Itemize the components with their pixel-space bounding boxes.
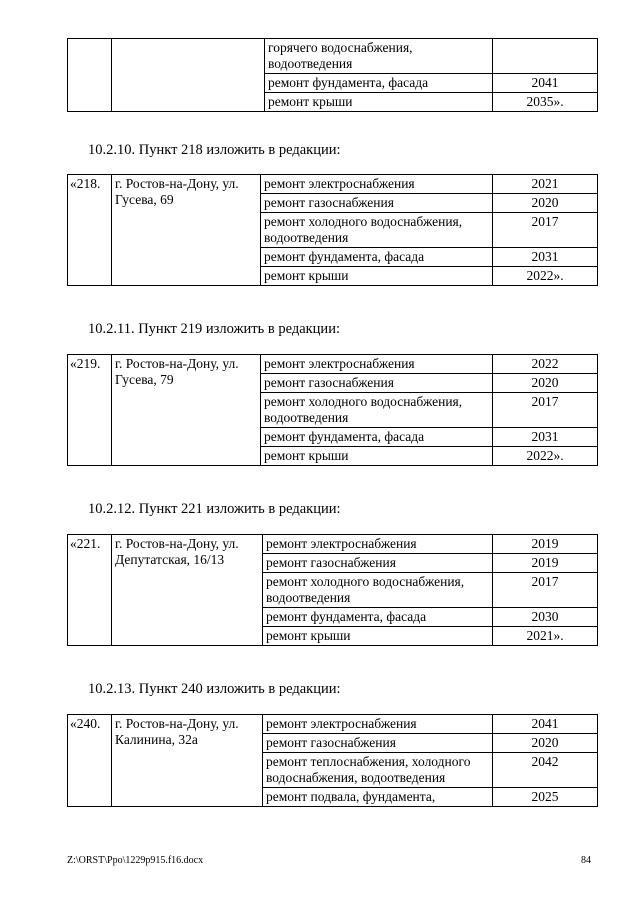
work-cell: ремонт крыши xyxy=(261,267,493,286)
year-cell: 2022». xyxy=(493,447,598,466)
work-cell: ремонт газоснабжения xyxy=(263,734,493,753)
year-cell: 2025 xyxy=(493,788,598,807)
year-cell: 2022 xyxy=(493,355,598,374)
work-cell: горячего водоснабжения, водоотведения xyxy=(265,39,493,74)
year-cell xyxy=(493,39,598,74)
work-cell: ремонт электроснабжения xyxy=(261,355,493,374)
table-row xyxy=(68,175,598,194)
year-cell: 2021 xyxy=(493,175,598,194)
year-cell: 2020 xyxy=(493,374,598,393)
year-cell: 2017 xyxy=(493,573,598,608)
table-218 xyxy=(67,174,598,286)
year-cell: 2031 xyxy=(493,248,598,267)
work-cell: ремонт электроснабжения xyxy=(263,715,493,734)
number-cell: «221. xyxy=(68,535,112,646)
work-cell: ремонт фундамента, фасада xyxy=(265,74,493,93)
number-cell: «240. xyxy=(68,715,112,807)
table-row xyxy=(68,355,598,374)
footer-file-path: Z:\ORST\Ppo\1229p915.f16.docx xyxy=(67,855,204,866)
work-cell: ремонт газоснабжения xyxy=(261,374,493,393)
year-cell: 2031 xyxy=(493,428,598,447)
year-cell: 2019 xyxy=(493,535,598,554)
table-221 xyxy=(67,534,598,646)
work-cell: ремонт подвала, фундамента, xyxy=(263,788,493,807)
year-cell: 2022». xyxy=(493,267,598,286)
work-cell: ремонт теплоснабжения, холодного водоснабжения, водоотведения xyxy=(263,753,493,788)
work-cell: ремонт холодного водоснабжения, водоотведения xyxy=(261,213,493,248)
year-cell: 2020 xyxy=(493,734,598,753)
year-cell: 2017 xyxy=(493,213,598,248)
number-cell xyxy=(68,39,112,112)
number-cell: «218. xyxy=(68,175,112,286)
address-cell xyxy=(112,39,265,112)
number-cell: «219. xyxy=(68,355,112,466)
address-cell: г. Ростов-на-Дону, ул. Гусева, 79 xyxy=(112,355,261,466)
work-cell: ремонт холодного водоснабжения, водоотведения xyxy=(261,393,493,428)
year-cell: 2030 xyxy=(493,608,598,627)
year-cell: 2041 xyxy=(493,74,598,93)
year-cell: 2041 xyxy=(493,715,598,734)
work-cell: ремонт крыши xyxy=(263,627,493,646)
table-continuation xyxy=(67,38,598,112)
section-heading: 10.2.13. Пункт 240 изложить в редакции: xyxy=(88,681,341,697)
table-240 xyxy=(67,714,598,807)
work-cell: ремонт крыши xyxy=(265,93,493,112)
work-cell: ремонт газоснабжения xyxy=(261,194,493,213)
address-cell: г. Ростов-на-Дону, ул. Гусева, 69 xyxy=(112,175,261,286)
work-cell: ремонт фундамента, фасада xyxy=(261,248,493,267)
work-cell: ремонт крыши xyxy=(261,447,493,466)
section-heading: 10.2.10. Пункт 218 изложить в редакции: xyxy=(88,142,341,158)
year-cell: 2021». xyxy=(493,627,598,646)
address-cell: г. Ростов-на-Дону, ул. Депутатская, 16/13 xyxy=(112,535,263,646)
year-cell: 2020 xyxy=(493,194,598,213)
table-219 xyxy=(67,354,598,466)
table-row xyxy=(68,39,598,74)
work-cell: ремонт электроснабжения xyxy=(263,535,493,554)
year-cell: 2042 xyxy=(493,753,598,788)
footer-page-number: 84 xyxy=(581,855,591,866)
table-row xyxy=(68,715,598,734)
table-row xyxy=(68,535,598,554)
work-cell: ремонт холодного водоснабжения, водоотведения xyxy=(263,573,493,608)
address-cell: г. Ростов-на-Дону, ул. Калинина, 32а xyxy=(112,715,263,807)
work-cell: ремонт фундамента, фасада xyxy=(261,428,493,447)
work-cell: ремонт фундамента, фасада xyxy=(263,608,493,627)
work-cell: ремонт газоснабжения xyxy=(263,554,493,573)
section-heading: 10.2.11. Пункт 219 изложить в редакции: xyxy=(88,321,340,337)
work-cell: ремонт электроснабжения xyxy=(261,175,493,194)
year-cell: 2017 xyxy=(493,393,598,428)
section-heading: 10.2.12. Пункт 221 изложить в редакции: xyxy=(88,501,341,517)
year-cell: 2035». xyxy=(493,93,598,112)
year-cell: 2019 xyxy=(493,554,598,573)
